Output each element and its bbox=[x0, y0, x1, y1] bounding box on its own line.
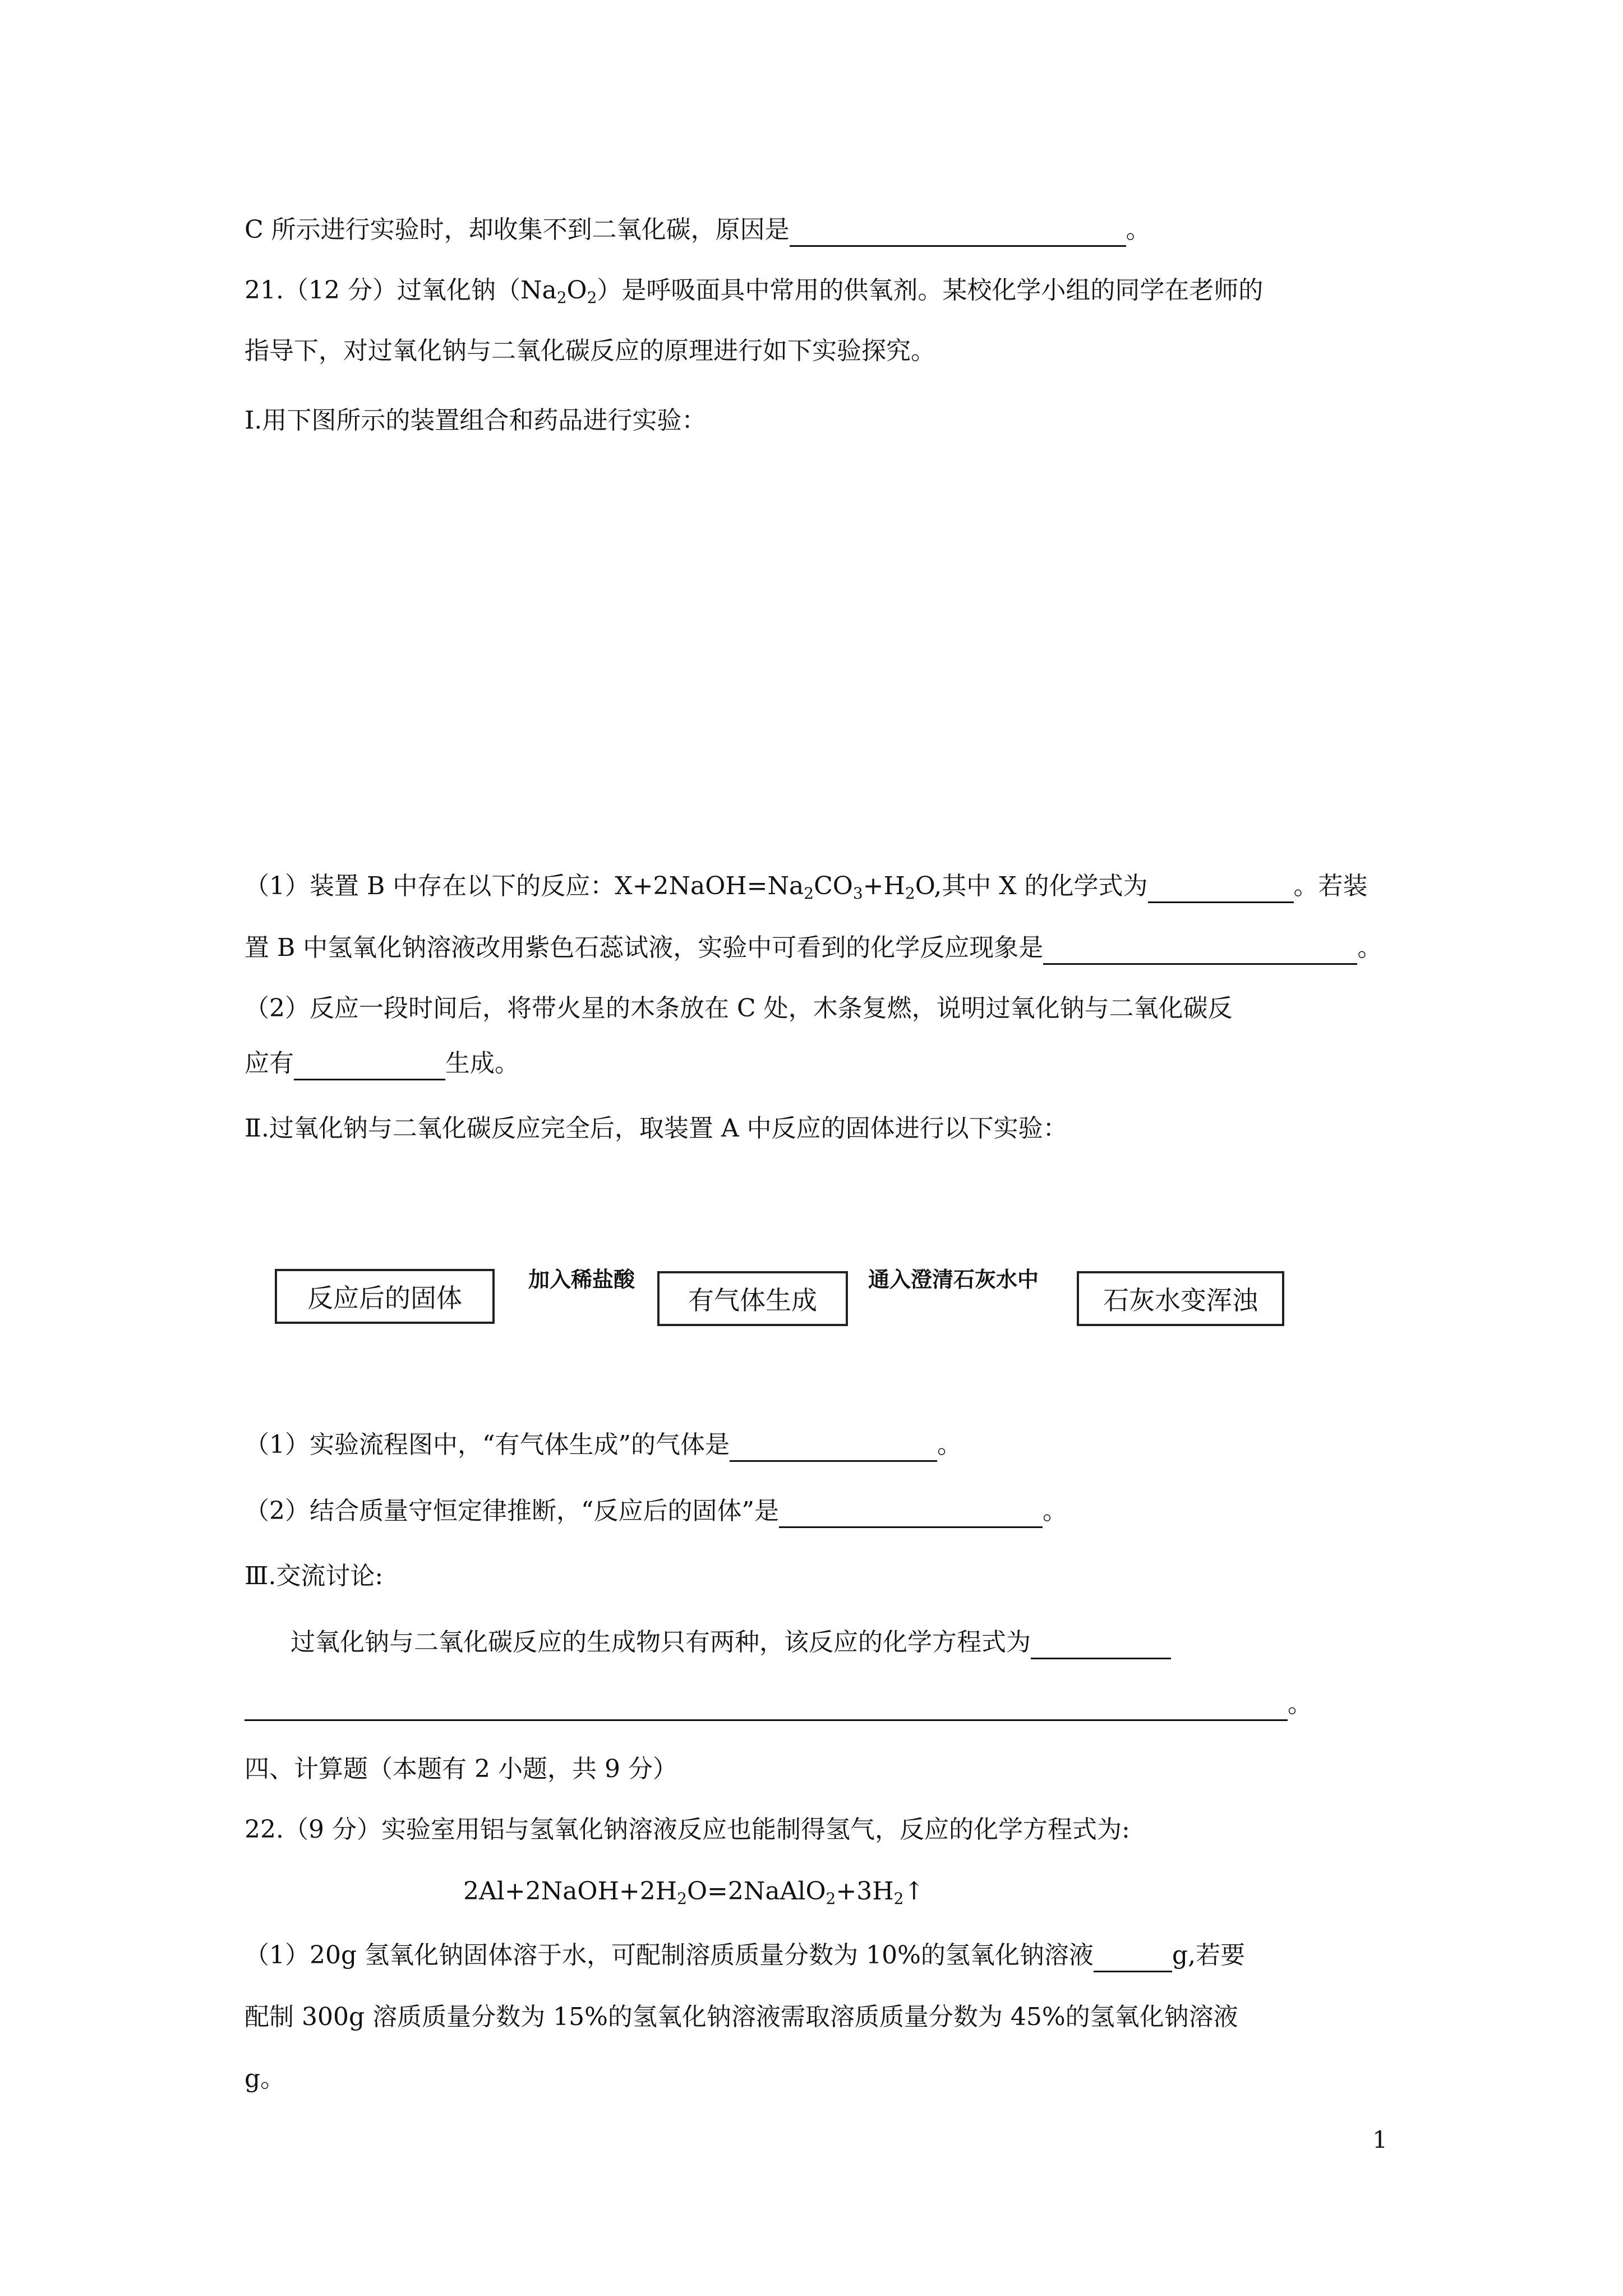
answer-blank bbox=[1094, 1944, 1172, 1972]
text: 21.（12 分）过氧化钠（Na bbox=[245, 276, 557, 305]
subscript: 2 bbox=[677, 1889, 687, 1908]
page-number: 1 bbox=[1372, 2126, 1387, 2154]
text: g,若要 bbox=[1172, 1941, 1246, 1970]
text: 置 B 中氢氧化钠溶液改用紫色石蕊试液，实验中可看到的化学反应现象是 bbox=[245, 933, 1044, 962]
subscript: 2 bbox=[905, 884, 915, 903]
answer-blank bbox=[1043, 936, 1357, 965]
part-1-q2-line1: （2）反应一段时间后，将带火星的木条放在 C 处，木条复燃，说明过氧化钠与二氧化碳反 bbox=[245, 994, 1233, 1023]
answer-blank bbox=[1031, 1631, 1171, 1659]
answer-blank bbox=[779, 1499, 1043, 1528]
text: 。 bbox=[1042, 1497, 1067, 1525]
text: （1）实验流程图中，“有气体生成”的气体是 bbox=[245, 1430, 730, 1459]
flow-box-solid: 反应后的固体 bbox=[275, 1269, 495, 1324]
part-2-q2 bbox=[245, 1494, 1067, 1528]
text: 2Al+2NaOH+2H bbox=[463, 1877, 677, 1906]
part-2-q1 bbox=[245, 1428, 962, 1462]
question-22-1-line1 bbox=[245, 1939, 1245, 1972]
text: 应有 bbox=[245, 1049, 294, 1078]
flow-box-turbid: 石灰水变浑浊 bbox=[1077, 1271, 1284, 1326]
section-4-heading: 四、计算题（本题有 2 小题，共 9 分） bbox=[245, 1755, 677, 1783]
text: CO bbox=[814, 872, 853, 900]
question-21-line2: 指导下，对过氧化钠与二氧化碳反应的原理进行如下实验探究。 bbox=[245, 337, 935, 365]
text: 。 bbox=[1126, 215, 1151, 244]
answer-blank bbox=[294, 1052, 445, 1080]
question-21-line1 bbox=[245, 274, 1263, 307]
question-22-1-line3: g。 bbox=[245, 2064, 285, 2093]
subscript: 2 bbox=[826, 1889, 836, 1908]
part-3-line2 bbox=[245, 1687, 1312, 1721]
subscript: 2 bbox=[556, 288, 567, 307]
text: （1）装置 B 中存在以下的反应：X+2NaOH=Na bbox=[245, 872, 804, 900]
answer-blank bbox=[730, 1433, 937, 1462]
text: ↑ bbox=[903, 1877, 925, 1906]
flow-box-gas: 有气体生成 bbox=[657, 1271, 848, 1326]
text: 。 bbox=[1288, 1690, 1312, 1718]
answer-blank bbox=[245, 1692, 1288, 1721]
text: （2）结合质量守恒定律推断，“反应后的固体”是 bbox=[245, 1497, 779, 1525]
text: O,其中 X 的化学式为 bbox=[915, 872, 1148, 900]
text: +3H bbox=[836, 1877, 894, 1906]
part-2-heading: Ⅱ.过氧化钠与二氧化碳反应完全后，取装置 A 中反应的固体进行以下实验： bbox=[245, 1114, 1068, 1143]
question-22-1-line2: 配制 300g 溶质质量分数为 15%的氢氧化钠溶液需取溶质质量分数为 45%的氢氧化钠溶液 bbox=[245, 2003, 1238, 2031]
text: 过氧化钠与二氧化碳反应的生成物只有两种，该反应的化学方程式为 bbox=[291, 1628, 1031, 1657]
answer-blank bbox=[1148, 875, 1294, 903]
text: 。 bbox=[937, 1430, 962, 1459]
part-1-q2-line2 bbox=[245, 1047, 519, 1080]
text: O=2NaAlO bbox=[686, 1877, 826, 1906]
part-1-q1-line1 bbox=[245, 869, 1368, 903]
part-3-line1 bbox=[291, 1626, 1171, 1659]
answer-blank bbox=[790, 218, 1126, 247]
text: O bbox=[566, 276, 587, 305]
text: 生成。 bbox=[445, 1049, 519, 1078]
subscript: 3 bbox=[852, 884, 863, 903]
part-1-heading: Ⅰ.用下图所示的装置组合和药品进行实验： bbox=[245, 406, 707, 435]
part-3-heading: Ⅲ.交流讨论: bbox=[245, 1562, 384, 1590]
text: 。 bbox=[1357, 933, 1382, 962]
subscript: 2 bbox=[587, 288, 597, 307]
line-c-reason bbox=[245, 213, 1151, 247]
text: 。若装 bbox=[1293, 872, 1368, 900]
subscript: 2 bbox=[804, 884, 814, 903]
text: C 所示进行实验时，却收集不到二氧化碳，原因是 bbox=[245, 215, 790, 244]
question-22: 22.（9 分）实验室用铝与氢氧化钠溶液反应也能制得氢气，反应的化学方程式为: bbox=[245, 1815, 1130, 1844]
text: ）是呼吸面具中常用的供氧剂。某校化学小组的同学在老师的 bbox=[597, 276, 1264, 305]
equation bbox=[463, 1875, 924, 1908]
part-1-q1-line2 bbox=[245, 931, 1382, 965]
flow-arrow-label-hcl: 加入稀盐酸 bbox=[528, 1267, 635, 1292]
subscript: 2 bbox=[893, 1889, 904, 1908]
flow-arrow-label-limewater: 通入澄清石灰水中 bbox=[868, 1267, 1039, 1292]
text: +H bbox=[863, 872, 905, 900]
text: （1）20g 氢氧化钠固体溶于水，可配制溶质质量分数为 10%的氢氧化钠溶液 bbox=[245, 1941, 1094, 1970]
